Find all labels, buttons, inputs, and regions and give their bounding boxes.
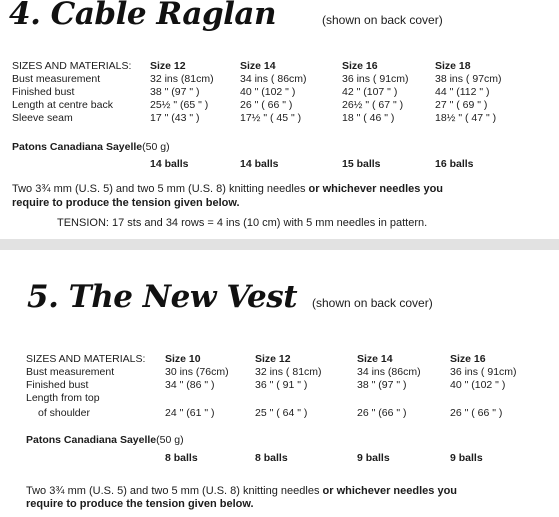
ball-count: 15 balls [342, 158, 381, 170]
spec-value: 30 ins (76cm) [165, 366, 229, 378]
yarn-name: Patons Canadiana Sayelle(50 g) [26, 434, 184, 446]
size-header: Size 12 [150, 60, 186, 72]
spec-value: 34 " (86 " ) [165, 379, 215, 391]
spec-value: 42 " (107 " ) [342, 86, 398, 98]
spec-value: 38 ins ( 97cm) [435, 73, 502, 85]
spec-label: Bust measurement [26, 366, 115, 378]
spec-value: 44 " (112 " ) [435, 86, 490, 98]
ball-count: 16 balls [435, 158, 474, 170]
spec-label: Length at centre back [12, 99, 113, 111]
needles-note: Two 3¾ mm (U.S. 5) and two 5 mm (U.S. 8) knitting needles or whichever needles you [26, 485, 458, 497]
spec-label: Sleeve seam [12, 112, 73, 124]
spec-value: 36 ins ( 91cm) [342, 73, 409, 85]
spec-value: 25 " ( 64 " ) [255, 407, 308, 419]
spec-value: 38 " (97 " ) [357, 379, 407, 391]
spec-value: 18½ " ( 47 " ) [435, 112, 497, 124]
spec-value: 26½ " ( 67 " ) [342, 99, 404, 111]
needles-note: Two 3¾ mm (U.S. 5) and two 5 mm (U.S. 8) knitting needles or whichever needles you [12, 183, 444, 195]
spec-label: Finished bust [26, 379, 89, 391]
spec-value: 26 " ( 66 " ) [450, 407, 503, 419]
spec-value: 34 ins (86cm) [357, 366, 421, 378]
spec-value: 24 " (61 " ) [165, 407, 215, 419]
size-header: Size 16 [342, 60, 378, 72]
section4-shown-note: (shown on back cover) [322, 13, 443, 27]
section5-title: 5. The New Vest [27, 279, 298, 315]
spec-value: 40 " (102 " ) [450, 379, 506, 391]
ball-count: 9 balls [357, 452, 390, 464]
section4-title: 4. Cable Raglan [9, 0, 277, 32]
yarn-name: Patons Canadiana Sayelle(50 g) [12, 141, 170, 153]
spec-value: 18 " ( 46 " ) [342, 112, 395, 124]
size-header: Size 18 [435, 60, 471, 72]
section5-shown-note: (shown on back cover) [312, 296, 433, 310]
size-header: Size 12 [255, 353, 291, 365]
size-header: Size 16 [450, 353, 486, 365]
size-header: Size 14 [240, 60, 276, 72]
ball-count: 14 balls [150, 158, 189, 170]
spec-label: Length from top [26, 392, 100, 404]
spec-value: 25½ " (65 " ) [150, 99, 209, 111]
spec-label: of shoulder [38, 407, 90, 419]
spec-label: Finished bust [12, 86, 75, 98]
spec-value: 36 " ( 91 " ) [255, 379, 308, 391]
needles-note-cont: require to produce the tension given below. [12, 197, 240, 209]
ball-count: 9 balls [450, 452, 483, 464]
spec-value: 36 ins ( 91cm) [450, 366, 517, 378]
spec-label: SIZES AND MATERIALS: [26, 353, 146, 365]
spec-value: 27 " ( 69 " ) [435, 99, 488, 111]
size-header: Size 10 [165, 353, 201, 365]
spec-value: 32 ins ( 81cm) [255, 366, 322, 378]
spec-value: 34 ins ( 86cm) [240, 73, 307, 85]
spec-value: 26 " (66 " ) [357, 407, 407, 419]
ball-count: 14 balls [240, 158, 279, 170]
ball-count: 8 balls [165, 452, 198, 464]
spec-value: 26 " ( 66 " ) [240, 99, 293, 111]
spec-label: Bust measurement [12, 73, 101, 85]
spec-value: 32 ins (81cm) [150, 73, 214, 85]
section-divider [0, 239, 559, 250]
spec-value: 17½ " ( 45 " ) [240, 112, 302, 124]
spec-label: SIZES AND MATERIALS: [12, 60, 132, 72]
spec-value: 38 " (97 " ) [150, 86, 200, 98]
spec-value: 40 " (102 " ) [240, 86, 296, 98]
needles-note-cont: require to produce the tension given below. [26, 498, 254, 510]
ball-count: 8 balls [255, 452, 288, 464]
spec-value: 17 " (43 " ) [150, 112, 200, 124]
size-header: Size 14 [357, 353, 393, 365]
tension-note: TENSION: 17 sts and 34 rows = 4 ins (10 cm) with 5 mm needles in pattern. [57, 217, 428, 229]
